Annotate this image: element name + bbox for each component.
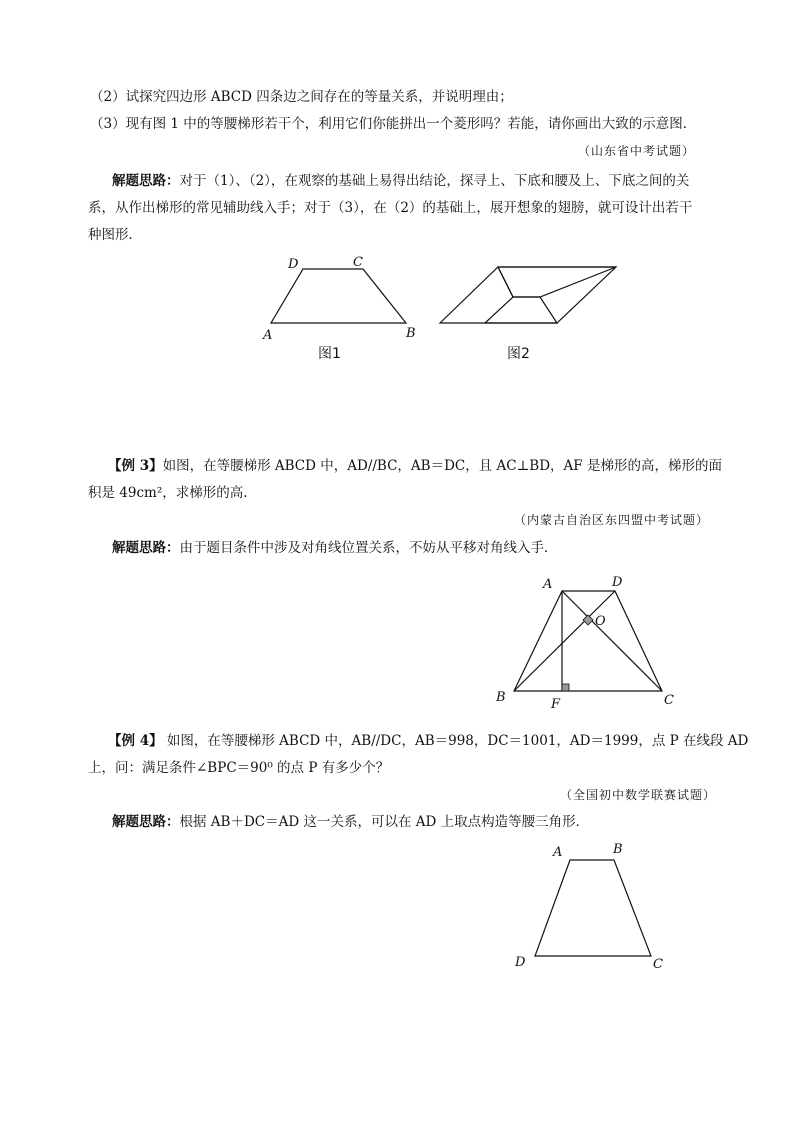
hint-1-line-2: 系，从作出梯形的常见辅助线入手；对于（3），在（2）的基础上，展开想象的翅膀，就可设计出若干 (88, 200, 693, 216)
fig3-label-b: B (496, 690, 506, 705)
source-citation-1: （山东省中考试题） (578, 144, 696, 158)
fig1-label-d: D (288, 257, 299, 272)
fig1-caption: 图1 (318, 346, 341, 362)
fig1-label-a: A (263, 328, 273, 343)
hint-3-label: 解题思路： (112, 540, 180, 556)
fig4-label-d: D (515, 955, 526, 970)
example-3-line-2: 积是 49cm²，求梯形的高. (88, 485, 248, 501)
figure-3-trapezoid (514, 591, 662, 691)
hint-1-text: 对于（1）、（2），在观察的基础上易得出结论，探寻上、下底和腰及上、下底之间的关 (179, 173, 690, 189)
fig4-label-c: C (653, 957, 663, 972)
fig3-label-a: A (543, 577, 553, 592)
fig3-label-d: D (612, 575, 623, 590)
example-4-label: 【例 4】 (108, 733, 163, 749)
example-3-text: 如图，在等腰梯形 ABCD 中，AD//BC，AB＝DC，且 AC⊥BD，AF 是梯形的高，梯形的面 (162, 458, 722, 474)
example-4-line-1 (108, 732, 748, 750)
hint-4-text: 根据 AB＋DC＝AD 这一关系，可以在 AD 上取点构造等腰三角形． (179, 814, 590, 830)
figure-4-trapezoid (535, 860, 651, 956)
fig2-caption: 图2 (507, 346, 530, 362)
fig1-label-b: B (406, 326, 416, 341)
example-3-line-1 (108, 457, 722, 475)
fig4-label-a: A (553, 845, 563, 860)
question-2: （2）试探究四边形 ABCD 四条边之间存在的等量关系，并说明理由； (90, 89, 513, 105)
example-3-label: 【例 3】 (108, 458, 163, 474)
figure-1-trapezoid (271, 269, 406, 323)
question-3: （3）现有图 1 中的等腰梯形若干个，利用它们你能拼出一个菱形吗？若能，请你画出大致的示意图． (90, 116, 697, 132)
source-citation-3: （内蒙古自治区东四盟中考试题） (514, 513, 710, 527)
hint-4 (112, 813, 589, 831)
hint-4-label: 解题思路： (112, 814, 180, 830)
fig3-label-o: O (595, 614, 606, 629)
fig3-label-f: F (551, 697, 561, 712)
hint-label: 解题思路： (112, 173, 180, 189)
example-4-text: 如图，在等腰梯形 ABCD 中，AB//DC，AB＝998，DC＝1001，AD＝1999，点 P 在线段 AD (162, 733, 749, 749)
example-4-line-2: 上，问：满足条件∠BPC＝90⁰ 的点 P 有多少个？ (88, 760, 390, 776)
fig1-label-c: C (353, 255, 363, 270)
hint-3-text: 由于题目条件中涉及对角线位置关系，不妨从平移对角线入手． (179, 540, 558, 556)
hint-3 (112, 539, 558, 557)
fig3-label-c: C (664, 693, 674, 708)
figure-2-rhombus (440, 267, 616, 323)
source-citation-4: （全国初中数学联赛试题） (560, 788, 717, 802)
fig4-label-b: B (613, 842, 623, 857)
hint-1-line-3: 种图形． (88, 227, 142, 243)
